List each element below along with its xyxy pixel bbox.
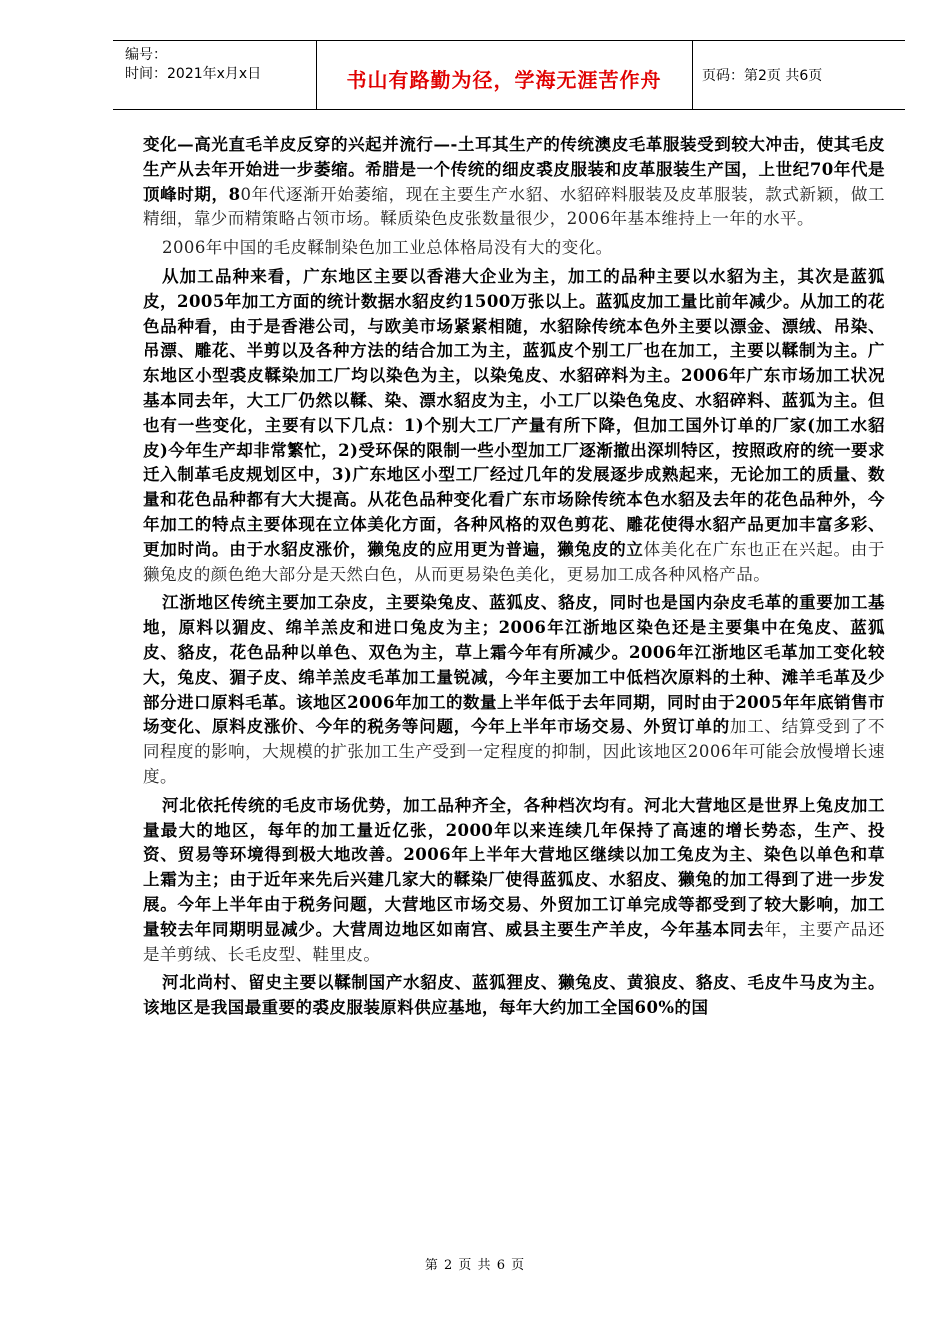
paragraph-5-bold-text: 河北依托传统的毛皮市场优势，加工品种齐全，各种档次均有。河北大营地区是世界上兔皮加工量最大的地区，每年的加工量近亿张，2000年以来连续几年保持了高速的增长势态，生产、投资、贸易等环境得到极大地改善。2006年上半年大营地区继续以加工兔皮为主、染色以单色和草上霜为主；由于近年来先后兴建几家大的鞣染厂使得蓝狐皮、水貂皮、獭兔的加工得到了进一步发展。今年上半年由于税务问题，大营地区市场交易、外贸加工订单完成等都受到了较大影响，加工量较去年同期明显减少。大营周边地区如南宫、威县主要生产羊皮，今年基本同去 — [143, 795, 885, 939]
page-header — [113, 40, 905, 110]
paragraph-2-normal-text: 2006年中国的毛皮鞣制染色加工业总体格局没有大的变化。 — [162, 238, 613, 258]
paragraph-3-normal-text: 体美化在广东也正在兴起。由于獭兔皮的颜色绝大部分是天然白色，从而更易染色美化，更易加工成各种风格产品。 — [143, 539, 885, 584]
paragraph-6 — [143, 971, 885, 1021]
document-body — [143, 133, 885, 1025]
header-page-cell — [692, 41, 905, 109]
header-motto-cell — [316, 41, 693, 109]
paragraph-5 — [143, 794, 885, 968]
paragraph-5-normal-text: 年，主要产品还是羊剪绒、长毛皮型、鞋里皮。 — [143, 919, 885, 964]
header-page-number: 页码：第2页 共6页 — [702, 68, 823, 84]
paragraph-1-normal-text: 0年代逐渐开始萎缩，现在主要生产水貂、水貂碎料服装及皮革服装，款式新颖，做工精细，靠少而精策略占领市场。鞣质染色皮张数量很少，2006年基本维持上一年的水平。 — [143, 184, 885, 229]
document-number-label: 编号： — [125, 47, 167, 63]
paragraph-2 — [143, 236, 885, 261]
paragraph-1-bold-text: 变化—高光直毛羊皮反穿的兴起并流行—-土耳其生产的传统澳皮毛革服装受到较大冲击，使其毛皮生产从去年开始进一步萎缩。希腊是一个传统的细皮裘皮服装和皮革服装生产国，上世纪70年代是顶峰时期，8 — [143, 135, 885, 204]
paragraph-3 — [143, 265, 885, 587]
header-info-cell — [113, 41, 317, 109]
paragraph-4-bold-text: 江浙地区传统主要加工杂皮，主要染兔皮、蓝狐皮、貉皮，同时也是国内杂皮毛革的重要加工基地，原料以猸皮、绵羊羔皮和进口兔皮为主；2006年江浙地区染色还是主要集中在兔皮、蓝狐皮、貉皮，花色品种以单色、双色为主，草上霜今年有所减少。2006年江浙地区毛革加工变化较大，兔皮、猸子皮、绵羊羔皮毛革加工量锐减，今年主要加工中低档次原料的土种、滩羊毛革及少部分进口原料毛革。该地区2006年加工的数量上半年低于去年同期，同时由于2005年年底销售市场变化、原料皮涨价、今年的税务等问题，今年上半年市场交易、外贸订单的 — [143, 593, 885, 737]
page-footer: 第 2 页 共 6 页 — [424, 1258, 526, 1273]
paragraph-1 — [143, 133, 885, 232]
header-motto: 书山有路勤为径，学海无涯苦作舟 — [346, 68, 662, 92]
document-date-label: 时间：2021年x月x日 — [125, 66, 262, 82]
paragraph-4 — [143, 591, 885, 789]
paragraph-6-bold-text: 河北尚村、留史主要以鞣制国产水貂皮、蓝狐狸皮、獭兔皮、黄狼皮、貉皮、毛皮牛马皮为主。该地区是我国最重要的裘皮服装原料供应基地，每年大约加工全国60%的国 — [143, 973, 885, 1018]
paragraph-3-bold-text: 从加工品种来看，广东地区主要以香港大企业为主，加工的品种主要以水貂为主，其次是蓝狐皮，2005年加工方面的统计数据水貂皮约1500万张以上。蓝狐皮加工量比前年减少。从加工的花色品种看，由于是香港公司，与欧美市场紧紧相随，水貂除传统本色外主要以漂金、漂绒、吊染、吊漂、雕花、半剪以及各种方法的结合加工为主，蓝狐皮个别工厂也在加工，主要以鞣制为主。广东地区小型裘皮鞣染加工厂均以染色为主，以染兔皮、水貂碎料为主。2006年广东市场加工状况基本同去年，大工厂仍然以鞣、染、漂水貂皮为主，小工厂以染色兔皮、水貂碎料、蓝狐为主。但也有一些变化，主要有以下几点：1)个别大工厂产量有所下降，但加工国外订单的厂家(加工水貂皮)今年生产却非常繁忙，2)受环保的限制一些小型加工厂逐渐撤出深圳特区，按照政府的统一要求迁入制革毛皮规划区中，3)广东地区小型工厂经过几年的发展逐步成熟起来，无论加工的质量、数量和花色品种都有大大提高。从花色品种变化看广东市场除传统本色水貂及去年的花色品种外，今年加工的特点主要体现在立体美化方面，各种风格的双色剪花、雕花使得水貂产品更加丰富多彩、更加时尚。由于水貂皮涨价，獭兔皮的应用更为普遍，獭兔皮的立 — [143, 266, 885, 559]
paragraph-4-normal-text: 加工、结算受到了不同程度的影响，大规模的扩张加工生产受到一定程度的抑制，因此该地区2006年可能会放慢增长速度。 — [143, 717, 885, 786]
